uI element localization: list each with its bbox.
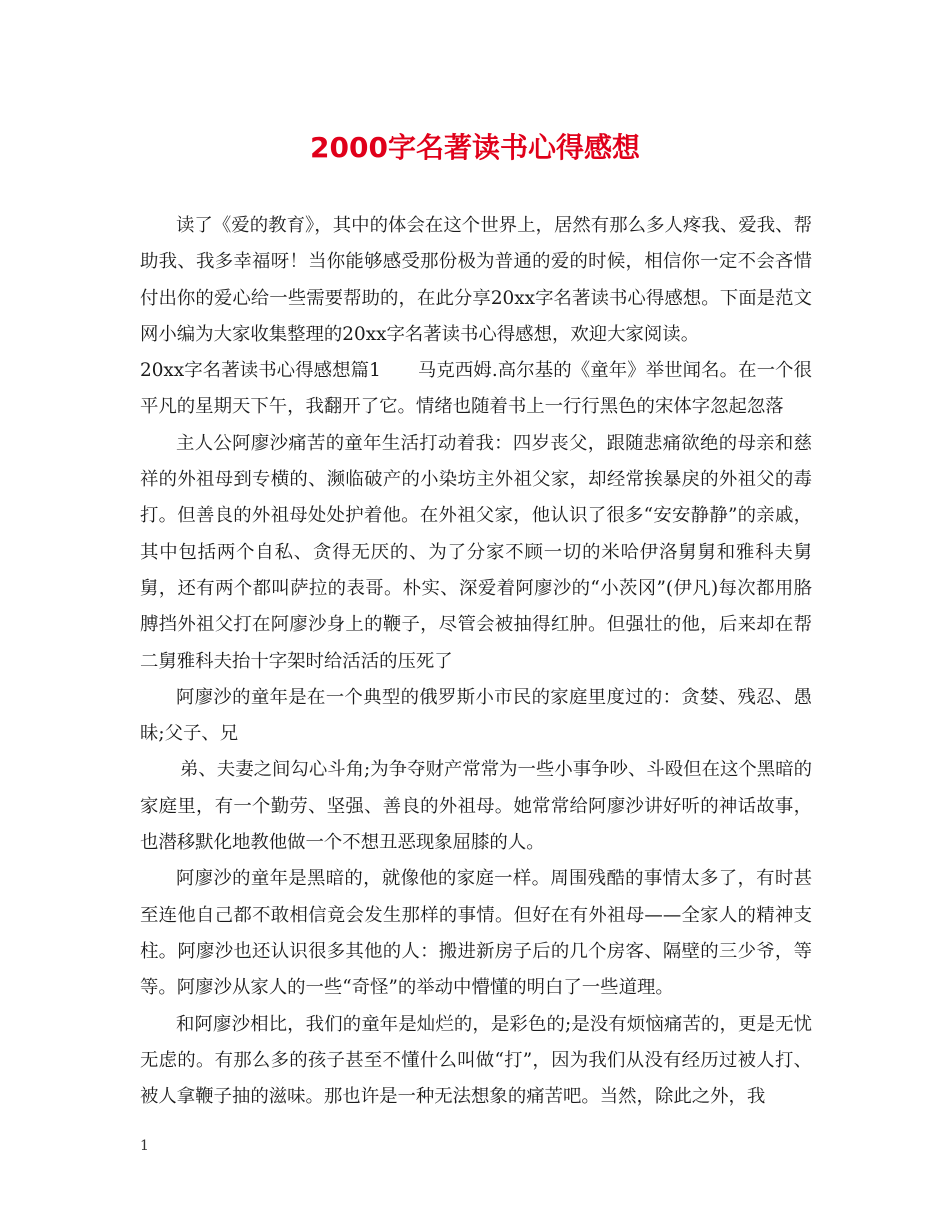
paragraph: 阿廖沙的童年是在一个典型的俄罗斯小市民的家庭里度过的：贪婪、残忍、愚昧;父子、兄	[140, 686, 812, 745]
page-number: 1	[140, 1138, 149, 1154]
paragraph: 阿廖沙的童年是黑暗的，就像他的家庭一样。周围残酷的事情太多了，有时甚至连他自己都不敢相信竟会发生那样的事情。但好在有外祖母——全家人的精神支柱。阿廖沙也还认识很多其他的人：搬进新房子后的几个房客、隔壁的三少爷，等等。阿廖沙从家人的一些“奇怪”的举动中懵懂的明白了一些道理。	[140, 868, 812, 999]
document-title: 2000字名著读书心得感想	[310, 131, 640, 164]
paragraph: 主人公阿廖沙痛苦的童年生活打动着我：四岁丧父，跟随悲痛欲绝的母亲和慈祥的外祖母到专横的、濒临破产的小染坊主外祖父家，却经常挨暴戾的外祖父的毒打。但善良的外祖母处处护着他。在外祖父家，他认识了很多“安安静静”的亲戚，其中包括两个自私、贪得无厌的、为了分家不顾一切的米哈伊洛舅舅和雅科夫舅舅，还有两个都叫萨拉的表哥。朴实、深爱着阿廖沙的“小茨冈”(伊凡)每次都用胳膊挡外祖父打在阿廖沙身上的鞭子，尽管会被抽得红肿。但强壮的他，后来却在帮二舅雅科夫抬十字架时给活活的压死了	[140, 432, 812, 672]
paragraph: 弟、夫妻之间勾心斗角;为争夺财产常常为一些小事争吵、斗殴但在这个黑暗的家庭里，有一个勤劳、坚强、善良的外祖母。她常常给阿廖沙讲好听的神话故事，也潜移默化地教他做一个不想丑恶现象屈膝的人。	[140, 759, 812, 854]
paragraph: 20xx字名著读书心得感想篇1 马克西姆.高尔基的《童年》举世闻名。在一个很平凡的星期天下午，我翻开了它。情绪也随着书上一行行黑色的宋体字忽起忽落	[140, 360, 812, 418]
document-body	[140, 208, 812, 1115]
paragraph: 读了《爱的教育》，其中的体会在这个世界上，居然有那么多人疼我、爱我、帮助我、我多幸福呀！当你能够感受那份极为普通的爱的时候，相信你一定不会吝惜付出你的爱心给一些需要帮助的，在此分享20xx字名著读书心得感想。下面是范文网小编为大家收集整理的20xx字名著读书心得感想，欢迎大家阅读。	[140, 215, 812, 345]
paragraph: 和阿廖沙相比，我们的童年是灿烂的，是彩色的;是没有烦恼痛苦的，更是无忧无虑的。有那么多的孩子甚至不懂什么叫做“打”，因为我们从没有经历过被人打、被人拿鞭子抽的滋味。那也许是一种无法想象的痛苦吧。当然，除此之外，我	[140, 1013, 812, 1108]
